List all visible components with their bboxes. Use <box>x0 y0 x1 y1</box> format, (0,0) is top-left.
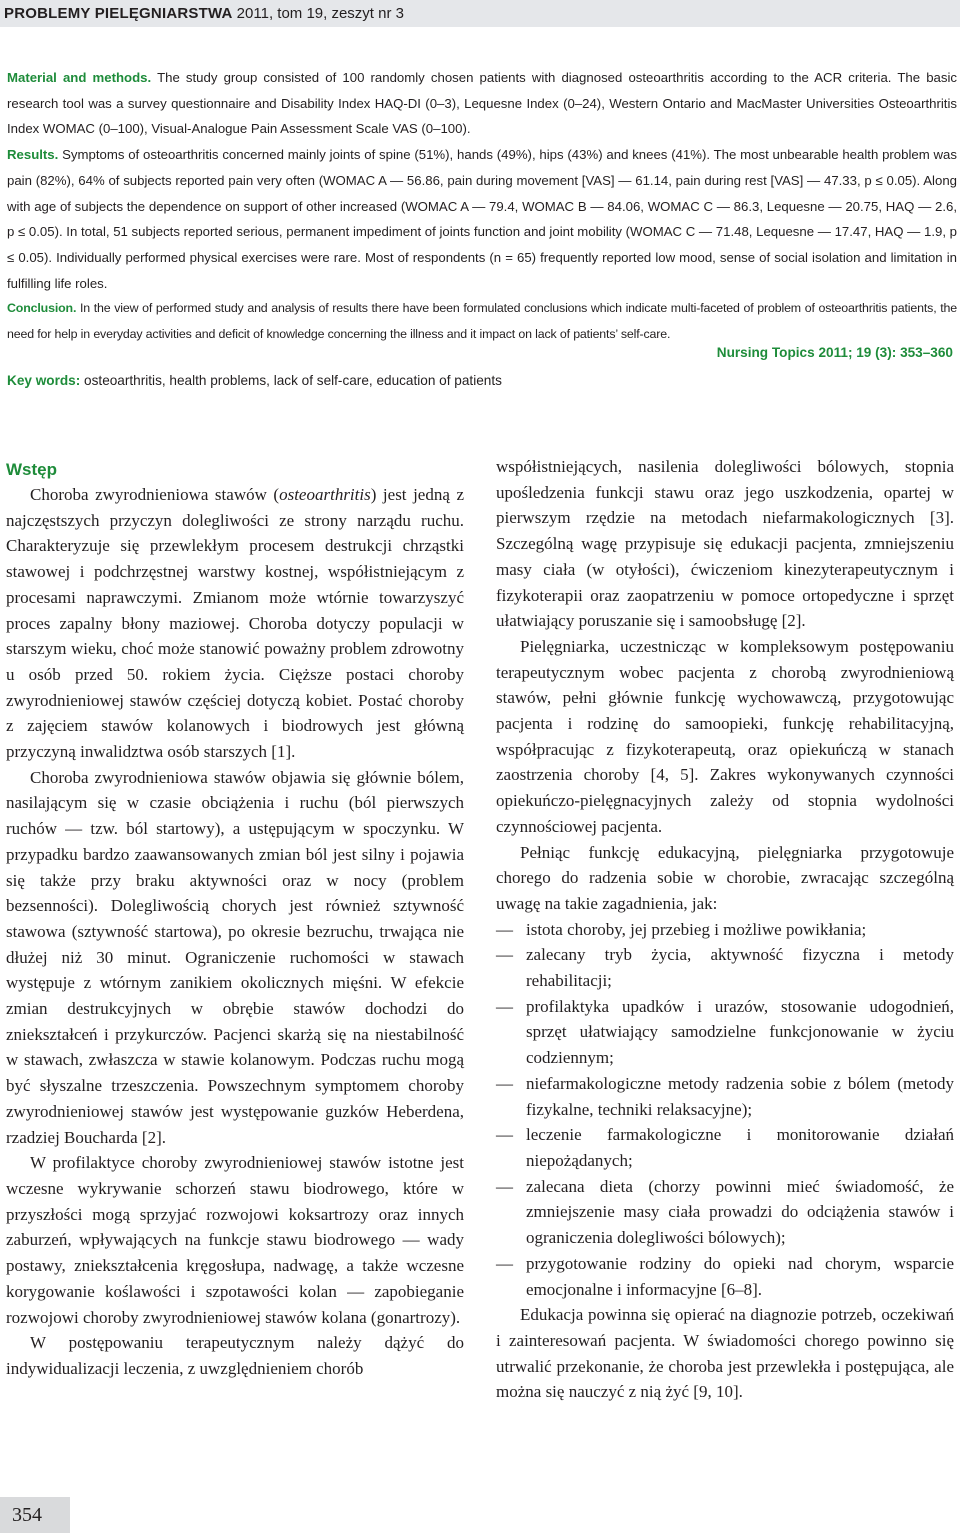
list-item-text: profilaktyka upadków i urazów, stosowanie udogodnień, sprzęt ułatwiający samodzielne funkcjonowanie w życiu codziennym; <box>526 996 954 1068</box>
header-text <box>4 4 404 23</box>
list-item <box>496 917 954 943</box>
abstract <box>7 65 957 348</box>
issue-info: 2011, tom 19, zeszyt nr 3 <box>232 5 404 22</box>
list-dash: — <box>496 996 513 1016</box>
list-dash: — <box>496 1125 513 1145</box>
running-header <box>0 0 960 27</box>
list-dash: — <box>496 945 513 965</box>
list-item-text: istota choroby, jej przebieg i możliwe powikłania; <box>526 919 867 939</box>
page-number-box <box>0 1497 70 1533</box>
list-dash: — <box>496 1073 513 1093</box>
journal-name: PROBLEMY PIELĘGNIARSTWA <box>4 5 233 22</box>
italic-term: osteoarthritis <box>279 485 371 504</box>
paragraph: Pełniąc funkcję edukacyjną, pielęgniarka przygotowuje chorego do radzenia sobie w chorobie, zwracając szczególną uwagę na takie zagadnienia, jak: <box>496 842 954 913</box>
paragraph-continuation: współistniejących, nasilenia dolegliwości bólowych, stopnia upośledzenia funkcji stawu oraz jego uszkodzenia, opartej w pierwszym rzędzie na metodach niefarmakologicznych [3]. Szczególną wagę przypisuje się edukacji pacjenta, zmniejszeniu masy ciała (w otyłości), ćwiczeniom kinezyterapeutycznym i fizykoterapii oraz zaopatrzeniu w pomoce ortopedyczne i sprzęt ułatwiający poruszanie się i samoobsługę [2]. <box>496 457 954 631</box>
list-item-text: przygotowanie rodziny do opieki nad chorym, wsparcie emocjonalne i informacyjne [6–8]. <box>526 1253 954 1299</box>
list-item-text: zalecana dieta (chorzy powinni mieć świadomość, że zmniejszenie masy ciała prowadzi do odciążenia stawów i ograniczenia dolegliwości bólowych); <box>526 1176 954 1248</box>
paragraph: Pielęgniarka, uczestnicząc w kompleksowym postępowaniu terapeutycznym wobec pacjenta z chorobą zwyrodnieniową stawów, pełni głównie funkcję wychowawczą, przygotowując pacjenta i rodzinę do samoopieki, funkcję rehabilitacyjną, współpracując z fizykoterapeutą, oraz opiekuńczą w stanach zaostrzenia choroby [4, 5]. Zakres wykonywanych czynności opiekuńczo-pielęgnacyjnych zależy od stopnia wydolności czynnościowej pacjenta. <box>496 636 954 836</box>
abstract-results <box>7 142 957 296</box>
section-title: Wstęp <box>6 460 57 479</box>
list-dash: — <box>496 1253 513 1273</box>
conclusion-label: Conclusion. <box>7 301 77 316</box>
list-dash: — <box>496 1176 513 1196</box>
list-item-text: niefarmakologiczne metody radzenia sobie z bólem (metody fizykalne, techniki relaksacyjne); <box>526 1073 954 1119</box>
education-topics-list <box>496 917 954 1303</box>
left-column <box>6 458 464 1382</box>
list-item <box>496 994 954 1071</box>
conclusion-text: In the view of performed study and analysis of results there have been formulated conclusions which indicate multi-faceted of problem of osteoarthritis patients, the need for help in everyday activities and deficit of knowledge concerning the illness and it impact on lack of patients’ self-care. <box>7 301 957 342</box>
keywords-label: Key words: <box>7 373 81 388</box>
list-item <box>496 1174 954 1251</box>
paragraph: W profilaktyce choroby zwyrodnieniowej stawów istotne jest wczesne wykrywanie schorzeń stawu biodrowego, które w przyszłości mogą sprzyjać rozwojowi koksartrozy oraz innych zaburzeń, wpływających na funkcje stawu biodrowego — wady postawy, zniekształcenia kręgosłupa, nadwagę, a także wczesne korygowanie koślawości i szpotawości kolan — zapobieganie rozwojowi choroby zwyrodnieniowej stawów kolana (gonartrozy). <box>6 1153 464 1327</box>
page-number: 354 <box>12 1504 42 1526</box>
keywords-text: osteoarthritis, health problems, lack of self-care, education of patients <box>80 373 502 388</box>
list-dash: — <box>496 919 513 939</box>
keywords <box>7 370 947 392</box>
paragraph: Choroba zwyrodnieniowa stawów objawia się głównie bólem, nasilającym się w czasie obciążenia i ruchu (ból pierwszych ruchów — tzw. ból startowy), a ustępującym w spoczynku. W przypadku bardzo zaawansowanych zmian ból jest silny i pojawia się także przy braku aktywności oraz w nocy (problem bezsenności). Dolegliwością chorych jest również sztywność stawowa (sztywność startowa), po okresie bezruchu, trwająca nie dłużej niż 30 minut. Ograniczenie ruchomości w stawach występuje z wtórnym zanikiem okolicznych mięśni. W efekcie zmian destrukcyjnych w obrębie stawów dochodzi do zniekształceń i przykurczów. Pacjenci skarżą się na niestabilność w stawach, zwłaszcza w stawie kolanowym. Podczas ruchu mogą być słyszalne trzeszczenia. Powszechnym symptomem choroby zwyrodnieniowej stawów jest występowanie guzków Heberdena, rzadziej Boucharda [2]. <box>6 767 464 1147</box>
paragraph: Choroba zwyrodnieniowa stawów (osteoarthritis) jest jedną z najczęstszych przyczyn dolegliwości ze strony narządu ruchu. Charakteryzuje się przewlekłym procesem destrukcji chrząstki stawowej i podchrzęstnej warstwy kostnej, współistniejącym z procesami naprawczymi. Zmianom może wtórnie towarzyszyć proces zapalny błony maziowej. Choroba dotyczy populacji w starszym wieku, choć może stanowić poważny problem zdrowotny u osób przed 50. rokiem życia. Cięższe postaci choroby zwyrodnieniowej stawów częściej dotyczą kobiet. Postać choroby z zajęciem stawów kolanowych i biodrowych jest główną przyczyną inwalidztwa osób starszych [1]. <box>6 485 464 762</box>
list-item <box>496 1122 954 1173</box>
list-item-text: zalecany tryb życia, aktywność fizyczna i metody rehabilitacji; <box>526 945 954 991</box>
citation: Nursing Topics 2011; 19 (3): 353–360 <box>716 345 953 360</box>
abstract-methods <box>7 65 957 142</box>
paragraph: W postępowaniu terapeutycznym należy dążyć do indywidualizacji leczenia, z uwzględnieniem chorób <box>6 1333 464 1378</box>
right-column <box>496 454 954 1405</box>
methods-label: Material and methods. <box>7 70 152 85</box>
paragraph: Edukacja powinna się opierać na diagnozie potrzeb, oczekiwań i zainteresowań pacjenta. W świadomości chorego powinno się utrwalić przekonanie, że choroba jest przewlekła i postępująca, ale można się nauczyć z nią żyć [9, 10]. <box>496 1305 954 1402</box>
list-item <box>496 942 954 993</box>
list-item <box>496 1071 954 1122</box>
results-text: Symptoms of osteoarthritis concerned mainly joints of spine (51%), hands (49%), hips (43%) and knees (41%). The most unbearable health problem was pain (82%), 64% of subjects reported pain very often (WOMAC A — 56.86, pain during movement [VAS] — 61.14, pain during rest [VAS] — 47.33, p ≤ 0.05). Along with age of subjects the dependence on support of other increased (WOMAC A — 79.4, WOMAC B — 84.06, WOMAC C — 86.3, Lequesne — 20.75, HAQ — 2.6, p ≤ 0.05). In total, 51 subjects reported serious, permanent impediment of joints function and joint mobility (WOMAC C — 71.48, Lequesne — 17.47, HAQ — 1.9, p ≤ 0.05). Individually performed physical exercises were rare. Most of respondents (n = 65) frequently reported low mood, sense of social isolation and limitation in fulfilling life roles. <box>7 147 957 291</box>
abstract-conclusion <box>7 296 957 347</box>
list-item-text: leczenie farmakologiczne i monitorowanie działań niepożądanych; <box>526 1125 954 1170</box>
methods-text: The study group consisted of 100 randomly chosen patients with diagnosed osteoarthritis according to the ACR criteria. The basic research tool was a survey questionnaire and Disability Index HAQ-DI (0–3), Lequesne Index (0–24), Western Ontario and MacMaster Universities Osteoarthritis Index WOMAC (0–100), Visual-Analogue Pain Assessment Scale VAS (0–100). <box>7 70 957 137</box>
list-item <box>496 1251 954 1302</box>
results-label: Results. <box>7 147 59 163</box>
